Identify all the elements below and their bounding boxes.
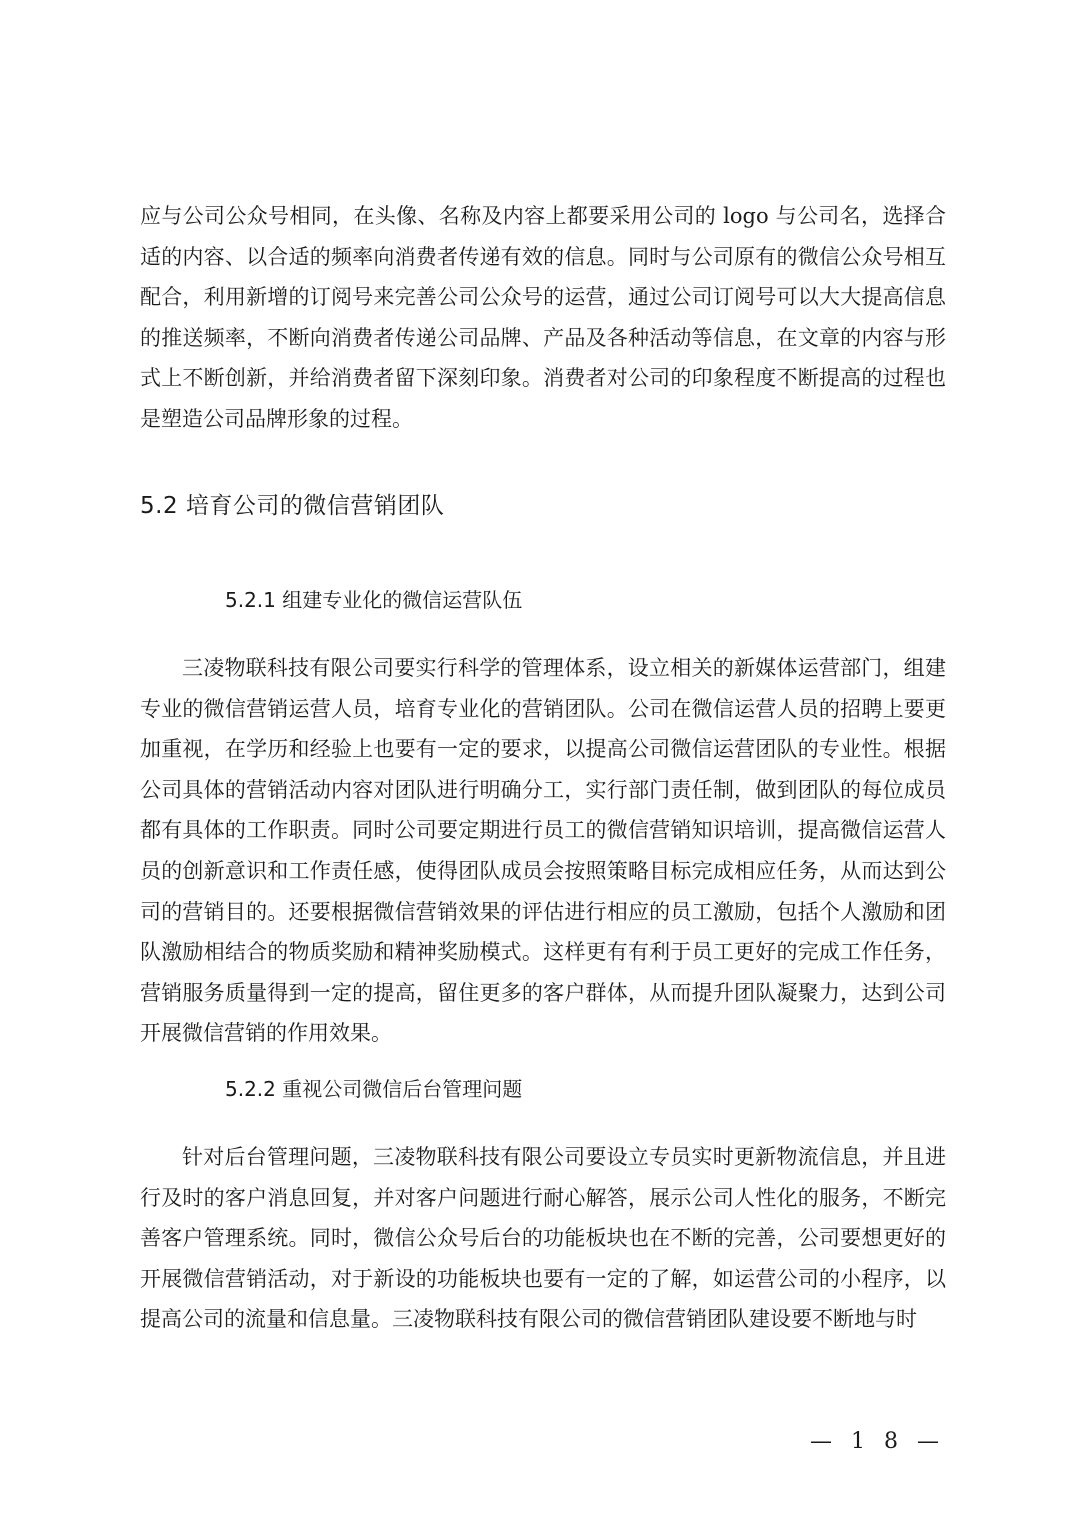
subsection-paragraph-5-2-2: 针对后台管理问题，三凌物联科技有限公司要设立专员实时更新物流信息，并且进行及时的客户消息回复，并对客户问题进行耐心解答，展示公司人性化的服务，不断完善客户管理系统。同时，微信公众号后台的功能板块也在不断的完善，公司要想更好的开展微信营销活动，对于新设的功能板块也要有一定的了解，如运营公司的小程序，以提高公司的流量和信息量。三凌物联科技有限公司的微信营销团队建设要不断地与时 xyxy=(140,1145,946,1332)
section-heading-5-2: 5.2 培育公司的微信营销团队 xyxy=(140,493,445,519)
subsection-heading-5-2-2: 5.2.2 重视公司微信后台管理问题 xyxy=(225,1077,523,1101)
subsection-paragraph-5-2-1: 三凌物联科技有限公司要实行科学的管理体系，设立相关的新媒体运营部门，组建专业的微信营销运营人员，培育专业化的营销团队。公司在微信运营人员的招聘上要更加重视，在学历和经验上也要有一定的要求，以提高公司微信运营团队的专业性。根据公司具体的营销活动内容对团队进行明确分工，实行部门责任制，做到团队的每位成员都有具体的工作职责。同时公司要定期进行员工的微信营销知识培训，提高微信运营人员的创新意识和工作责任感，使得团队成员会按照策略目标完成相应任务，从而达到公司的营销目的。还要根据微信营销效果的评估进行相应的员工激励，包括个人激励和团队激励相结合的物质奖励和精神奖励模式。这样更有有利于员工更好的完成工作任务，营销服务质量得到一定的提高，留住更多的客户群体，从而提升团队凝聚力，达到公司开展微信营销的作用效果。 xyxy=(140,656,946,1046)
subsection-heading-5-2-1: 5.2.1 组建专业化的微信运营队伍 xyxy=(225,588,523,612)
page-number: — 1 8 — xyxy=(810,1429,945,1454)
intro-paragraph: 应与公司公众号相同，在头像、名称及内容上都要采用公司的 logo 与公司名，选择合适的内容、以合适的频率向消费者传递有效的信息。同时与公司原有的微信公众号相互配合，利用新增的订阅号来完善公司公众号的运营，通过公司订阅号可以大大提高信息的推送频率，不断向消费者传递公司品牌、产品及各种活动等信息，在文章的内容与形式上不断创新，并给消费者留下深刻印象。消费者对公司的印象程度不断提高的过程也是塑造公司品牌形象的过程。 xyxy=(140,204,946,431)
